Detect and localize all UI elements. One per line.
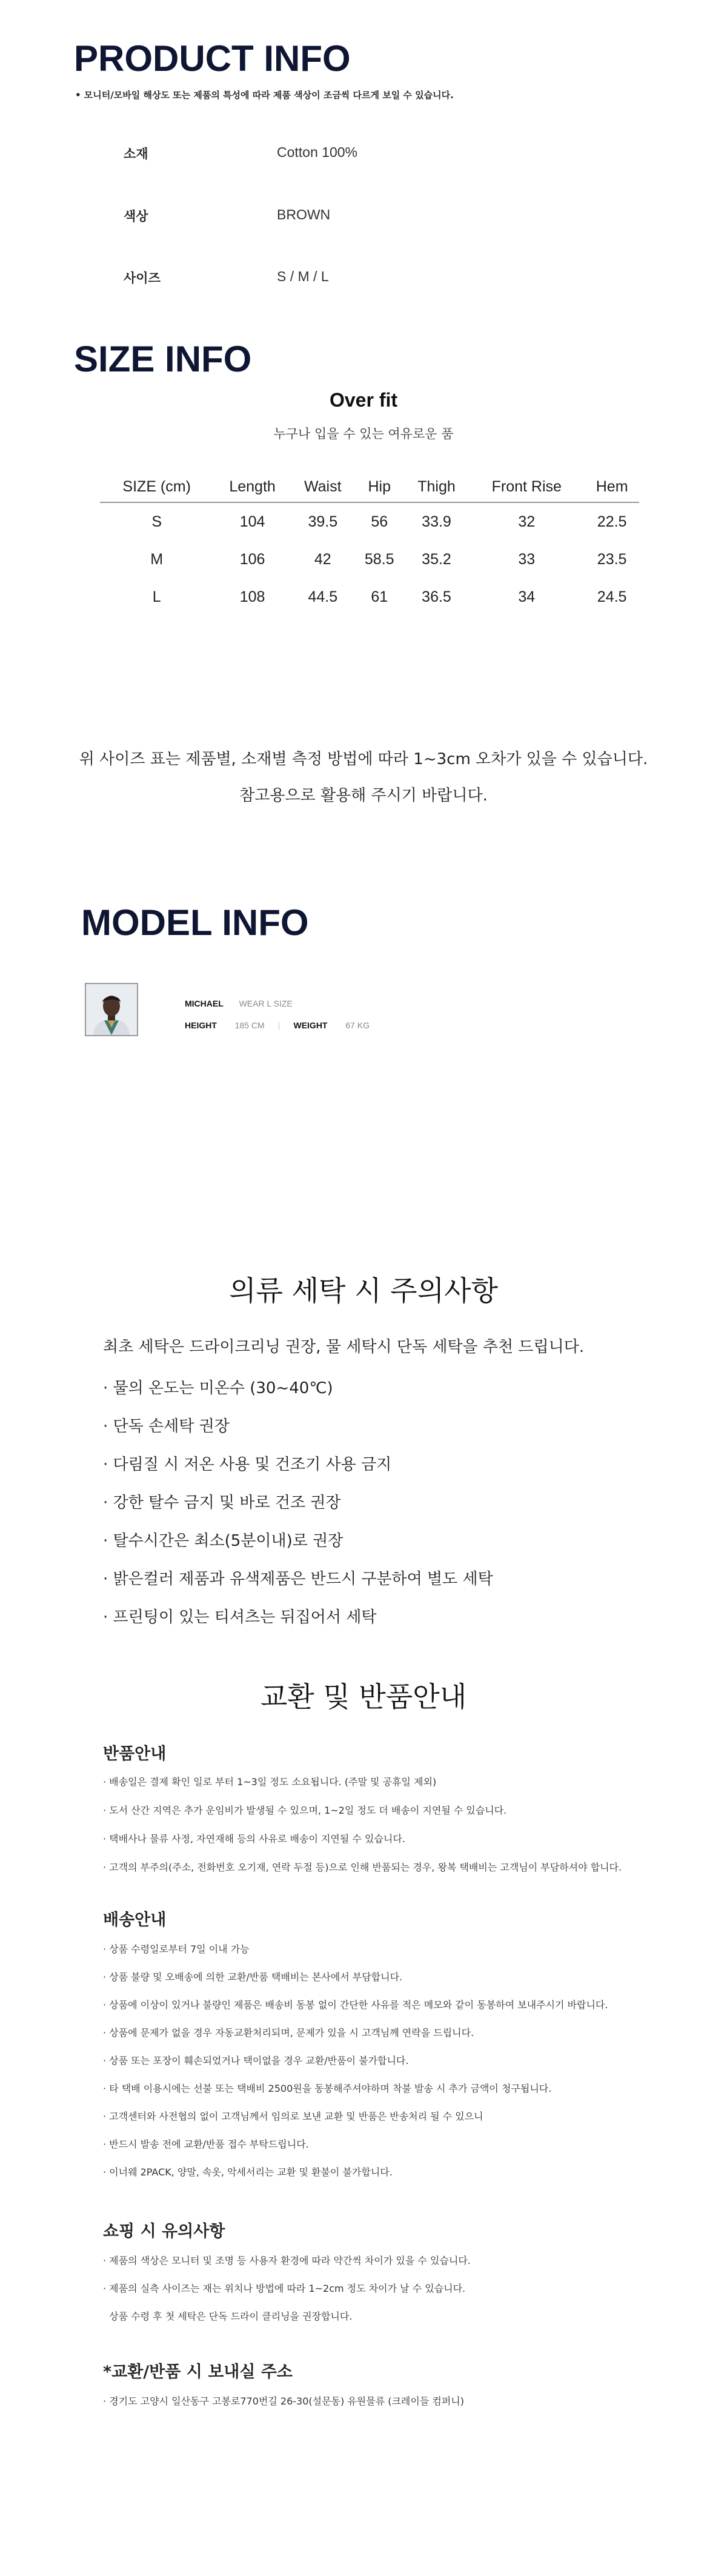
- list-item: · 제품의 색상은 모니터 및 조명 등 사용자 환경에 따라 약간씩 차이가 있을 수 있습니다.: [103, 2255, 471, 2266]
- spec-value-color: BROWN: [277, 207, 331, 222]
- model-weight-label: WEIGHT: [293, 1020, 328, 1030]
- size-table: [100, 471, 639, 616]
- spec-label-size: 사이즈: [124, 271, 161, 285]
- list-item: · 상품 수령일로부터 7일 이내 가능: [103, 1943, 250, 1955]
- model-wear-size: WEAR L SIZE: [239, 999, 293, 1008]
- care-item: · 밝은컬러 제품과 유색제품은 반드시 구분하여 별도 세탁: [103, 1570, 493, 1588]
- product-info-title: PRODUCT INFO: [74, 38, 351, 79]
- care-intro: 최초 세탁은 드라이크리닝 권장, 물 세탁시 단독 세탁을 추천 드립니다.: [103, 1338, 585, 1356]
- divider: |: [277, 1020, 281, 1030]
- care-item: · 강한 탈수 금지 및 바로 건조 권장: [103, 1494, 341, 1512]
- size-tolerance-note: 위 사이즈 표는 제품별, 소재별 측정 방법에 따라 1~3cm 오차가 있을 수 있습니다.: [79, 750, 648, 768]
- table-cell: 23.5: [597, 550, 627, 568]
- section-heading-shipping: 배송안내: [103, 1911, 167, 1929]
- list-item: · 고객센터와 사전협의 없이 고객님께서 임의로 보낸 교환 및 반품은 반송처리 될 수 있으니: [103, 2111, 483, 2122]
- list-item: · 상품 불량 및 오배송에 의한 교환/반품 택배비는 본사에서 부담합니다.: [103, 1971, 403, 1983]
- list-item: · 도서 산간 지역은 추가 운임비가 발생될 수 있으며, 1~2일 정도 더 배송이 지연될 수 있습니다.: [103, 1805, 507, 1816]
- table-cell: 22.5: [597, 513, 627, 530]
- model-portrait-icon: [86, 984, 137, 1035]
- care-item: · 물의 온도는 미온수 (30~40℃): [103, 1379, 333, 1397]
- model-name: MICHAEL: [185, 999, 224, 1008]
- table-row: [100, 578, 639, 616]
- exchange-title: 교환 및 반품안내: [260, 1680, 467, 1713]
- model-height-label: HEIGHT: [185, 1020, 217, 1030]
- table-cell: L: [152, 588, 161, 605]
- size-table-header: Hem: [585, 471, 639, 502]
- list-item: · 택배사나 물류 사정, 자연재해 등의 사유로 배송이 지연될 수 있습니다.: [103, 1833, 405, 1845]
- size-table-header: Hip: [354, 471, 405, 502]
- table-cell: 24.5: [597, 588, 627, 605]
- list-item: · 상품 또는 포장이 훼손되었거나 택이없을 경우 교환/반품이 불가합니다.: [103, 2055, 409, 2066]
- size-info-title: SIZE INFO: [74, 339, 252, 379]
- section-heading-return-address: *교환/반품 시 보내실 주소: [103, 2363, 293, 2381]
- table-cell: 104: [239, 513, 265, 530]
- size-table-header: Front Rise: [468, 471, 585, 502]
- table-cell: 34: [518, 588, 536, 605]
- care-title: 의류 세탁 시 주의사항: [229, 1274, 498, 1307]
- size-table-header: Thigh: [405, 471, 469, 502]
- model-weight-value: 67 KG: [345, 1020, 370, 1030]
- table-cell: 33: [518, 550, 536, 568]
- size-reference-note: 참고용으로 활용해 주시기 바랍니다.: [239, 787, 488, 805]
- list-item: · 반드시 발송 전에 교환/반품 접수 부탁드립니다.: [103, 2138, 309, 2150]
- table-cell: 32: [518, 513, 536, 530]
- table-cell: 108: [239, 588, 265, 605]
- section-heading-shopping-notes: 쇼핑 시 유의사항: [103, 2222, 225, 2241]
- size-table-header: Length: [213, 471, 291, 502]
- table-cell: 42: [314, 550, 331, 568]
- size-table-header-row: [100, 471, 639, 502]
- care-item: · 단독 손세탁 권장: [103, 1417, 230, 1436]
- table-cell: S: [151, 513, 162, 530]
- fit-type: Over fit: [329, 389, 398, 411]
- list-item: · 타 택배 이용시에는 선불 또는 택배비 2500원을 동봉해주셔야하며 착불 발송 시 추가 금액이 청구됩니다.: [103, 2083, 552, 2094]
- spec-label-material: 소재: [124, 147, 148, 161]
- table-cell: 36.5: [422, 588, 451, 605]
- care-item: · 프린팅이 있는 티셔츠는 뒤집어서 세탁: [103, 1608, 377, 1626]
- table-row: [100, 502, 639, 541]
- table-cell: M: [150, 550, 164, 568]
- list-item: · 상품에 문제가 없을 경우 자동교환처리되며, 문제가 있을 시 고객님께 연락을 드립니다.: [103, 2027, 474, 2039]
- table-cell: 44.5: [308, 588, 338, 605]
- fit-description: 누구나 입을 수 있는 여유로운 품: [273, 427, 454, 441]
- list-item: 상품 수령 후 첫 세탁은 단독 드라이 클리닝을 권장합니다.: [103, 2311, 353, 2322]
- table-cell: 39.5: [308, 513, 338, 530]
- spec-value-size: S / M / L: [277, 268, 329, 284]
- table-cell: 61: [371, 588, 388, 605]
- table-cell: 106: [239, 550, 265, 568]
- table-cell: 58.5: [364, 550, 394, 568]
- model-info-title: MODEL INFO: [81, 902, 309, 943]
- list-item: · 상품에 이상이 있거나 불량인 제품은 배송비 동봉 없이 간단한 사유를 적은 메모와 같이 동봉하여 보내주시기 바랍니다.: [103, 1999, 608, 2011]
- table-row: [100, 541, 639, 578]
- spec-label-color: 색상: [124, 209, 148, 224]
- table-cell: 33.9: [422, 513, 451, 530]
- section-heading-returns: 반품안내: [103, 1745, 167, 1763]
- table-cell: 35.2: [422, 550, 451, 568]
- table-cell: 56: [371, 513, 388, 530]
- care-item: · 탈수시간은 최소(5분이내)로 권장: [103, 1532, 344, 1550]
- care-item: · 다림질 시 저온 사용 및 건조기 사용 금지: [103, 1456, 392, 1474]
- size-table-header: Waist: [291, 471, 354, 502]
- model-height-value: 185 CM: [234, 1020, 265, 1030]
- list-item: · 이너웨 2PACK, 양말, 속옷, 악세서리는 교환 및 환불이 불가합니다.: [103, 2166, 393, 2178]
- list-item: · 배송일은 결제 확인 일로 부터 1~3일 정도 소요됩니다. (주말 및 공휴일 제외): [103, 1776, 437, 1788]
- model-photo: [85, 983, 138, 1036]
- spec-value-material: Cotton 100%: [277, 144, 357, 160]
- size-table-header: SIZE (cm): [100, 471, 213, 502]
- color-disclaimer: • 모니터/모바일 해상도 또는 제품의 특성에 따라 제품 색상이 조금씩 다르게 보일 수 있습니다.: [75, 90, 454, 101]
- return-address: · 경기도 고양시 일산동구 고봉로770번길 26-30(설문동) 유원물류 (크레이들 컴퍼니): [103, 2395, 464, 2407]
- list-item: · 제품의 실측 사이즈는 재는 위치나 방법에 따라 1~2cm 정도 차이가 날 수 있습니다.: [103, 2283, 466, 2294]
- list-item: · 고객의 부주의(주소, 전화번호 오기재, 연락 두절 등)으로 인해 반품되는 경우, 왕복 택배비는 고객님이 부담하셔야 합니다.: [103, 1862, 622, 1873]
